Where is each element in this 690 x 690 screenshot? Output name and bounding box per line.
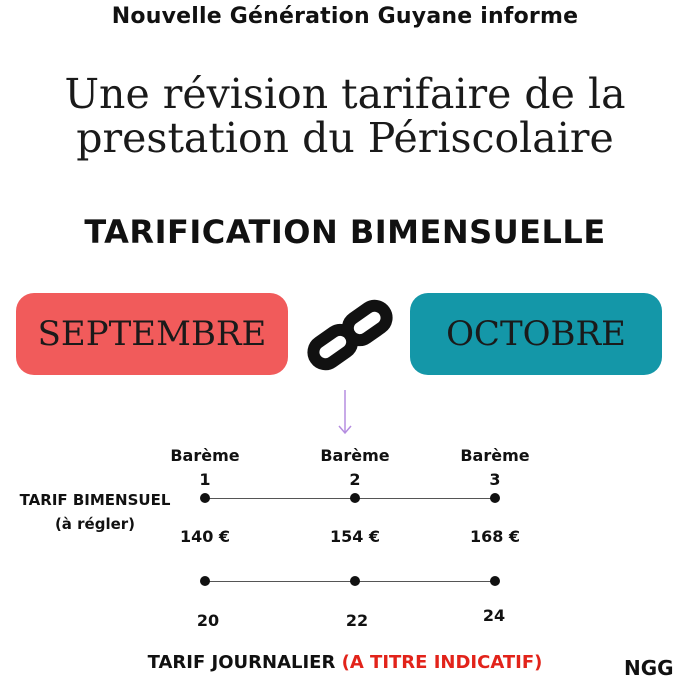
daily-dot-1: [200, 576, 210, 586]
daily-price-3: 24: [482, 606, 506, 625]
headline-line-2: prestation du Périscolaire: [76, 114, 614, 162]
tier-2-label: Barème: [320, 446, 390, 465]
bimonthly-dot-2: [350, 493, 360, 503]
headline: [0, 72, 690, 160]
bimonthly-row-label-line-1: TARIF BIMENSUEL: [19, 491, 171, 509]
month-pill-october: [410, 293, 662, 375]
tier-2-heading: [300, 444, 410, 492]
month-label-october: OCTOBRE: [446, 314, 626, 354]
headline-line-1: Une révision tarifaire de la: [64, 70, 626, 118]
bimonthly-dot-1: [200, 493, 210, 503]
bimonthly-price-3: 168 €: [469, 527, 521, 546]
bimonthly-price-1: 140 €: [179, 527, 231, 546]
subtitle: TARIFICATION BIMENSUELLE: [84, 213, 606, 251]
ngg-logo: [622, 652, 682, 682]
tier-1-label: Barème: [170, 446, 240, 465]
daily-rate-label: [0, 652, 690, 673]
daily-price-2: 22: [345, 611, 369, 630]
logo-text: NGG: [624, 656, 674, 680]
tier-3-label: Barème: [460, 446, 530, 465]
daily-rate-label-main: TARIF JOURNALIER: [147, 652, 336, 673]
bimonthly-row-label-line-2: (à régler): [54, 515, 136, 533]
tier-1-heading: [150, 444, 260, 492]
tier-3-number: 3: [489, 470, 501, 489]
tier-1-number: 1: [199, 470, 211, 489]
daily-dot-3: [490, 576, 500, 586]
month-pill-september: [16, 293, 288, 375]
bimonthly-price-2: 154 €: [329, 527, 381, 546]
down-arrow-icon: [330, 388, 360, 438]
daily-dot-2: [350, 576, 360, 586]
bimonthly-dot-3: [490, 493, 500, 503]
chain-link-icon: [300, 295, 400, 375]
tier-2-number: 2: [349, 470, 361, 489]
tier-3-heading: [440, 444, 550, 492]
organization-header: Nouvelle Génération Guyane informe: [111, 4, 579, 29]
daily-rate-label-note: (A TITRE INDICATIF): [341, 652, 543, 673]
month-label-september: SEPTEMBRE: [37, 314, 267, 354]
daily-price-1: 20: [196, 611, 220, 630]
